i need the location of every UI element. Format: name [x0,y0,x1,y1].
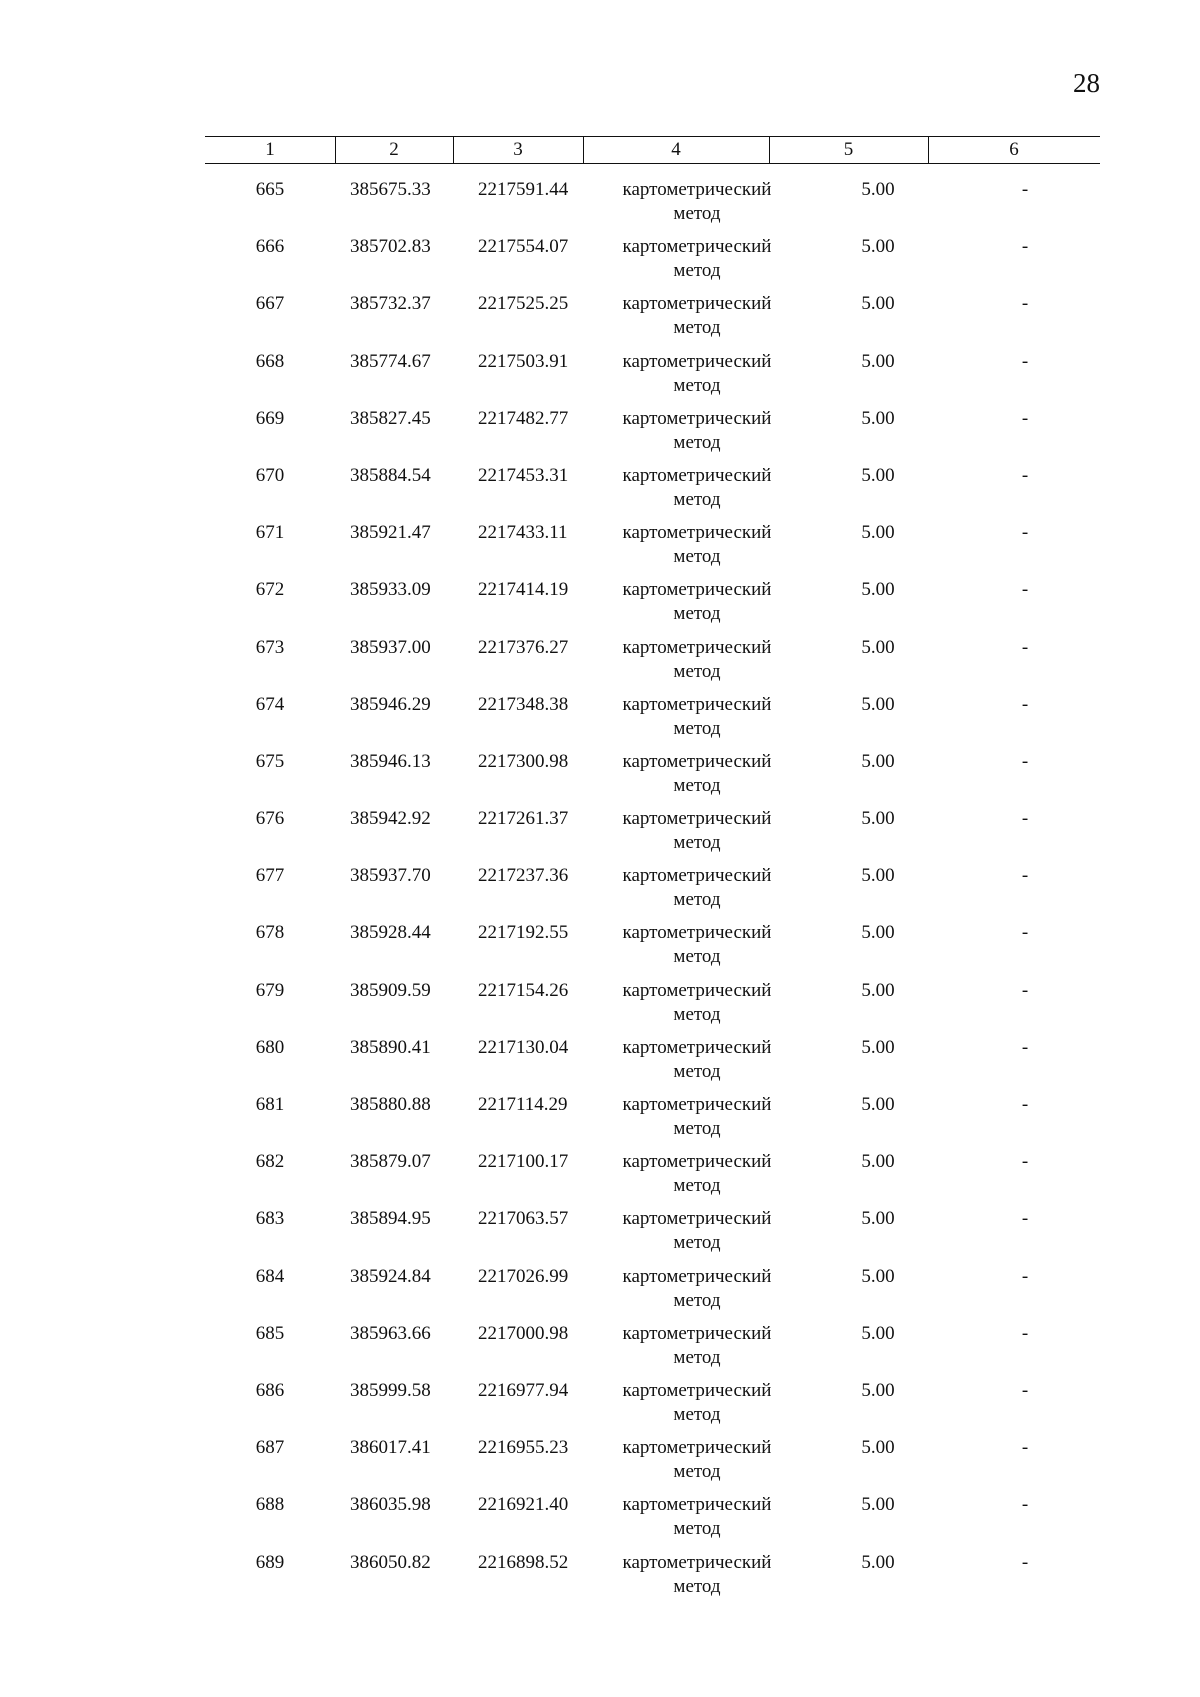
method-cell [597,1551,797,1599]
x-coordinate-cell: 385999.58 [350,1379,431,1401]
table-row [205,1551,1100,1608]
table-row [205,1379,1100,1436]
method-line-2: метод [673,774,721,796]
method-line-2: метод [673,832,721,854]
method-cell [597,1150,797,1198]
method-line-2: метод [673,203,721,224]
point-number-cell: 670 [255,464,285,486]
point-number-cell: 679 [255,979,285,1001]
method-cell [597,1093,797,1141]
accuracy-cell: 5.00 [861,464,895,486]
method-line-1: картометрический [622,1036,772,1058]
method-line-2: метод [673,431,721,453]
accuracy-cell: 5.00 [861,350,895,372]
note-cell: - [1021,750,1029,772]
y-coordinate-cell: 2217554.07 [478,236,569,258]
method-line-1: картометрический [622,922,772,944]
note-cell: - [1021,236,1029,258]
method-line-2: метод [673,1060,721,1082]
method-line-1: картометрический [622,179,772,200]
method-line-1: картометрический [622,1151,772,1173]
table-row [205,693,1100,750]
x-coordinate-cell: 386035.98 [350,1494,431,1516]
point-number-cell: 677 [255,865,285,887]
note-cell: - [1021,293,1029,315]
accuracy-cell: 5.00 [861,865,895,887]
note-cell: - [1021,350,1029,372]
accuracy-cell: 5.00 [861,636,895,658]
method-line-2: метод [673,946,721,968]
point-number-cell: 675 [255,750,285,772]
table-row [205,1493,1100,1550]
accuracy-cell: 5.00 [861,1322,895,1344]
y-coordinate-cell: 2216898.52 [478,1551,569,1573]
note-cell: - [1021,407,1029,429]
accuracy-cell: 5.00 [861,808,895,830]
x-coordinate-cell: 386050.82 [350,1551,431,1573]
accuracy-cell: 5.00 [861,179,895,200]
point-number-cell: 678 [255,922,285,944]
accuracy-cell: 5.00 [861,236,895,258]
x-coordinate-cell: 385963.66 [350,1322,431,1344]
method-cell [597,464,797,512]
table-header-row [205,136,1100,164]
point-number-cell: 671 [255,522,285,544]
method-cell [597,750,797,798]
method-line-1: картометрический [622,350,772,372]
method-line-2: метод [673,488,721,510]
point-number-cell: 682 [255,1151,285,1173]
point-number-cell: 685 [255,1322,285,1344]
header-cell-4: 4 [671,139,681,160]
y-coordinate-cell: 2217525.25 [478,293,569,315]
x-coordinate-cell: 385924.84 [350,1265,431,1287]
point-number-cell: 668 [255,350,285,372]
accuracy-cell: 5.00 [861,1265,895,1287]
x-coordinate-cell: 385890.41 [350,1036,431,1058]
method-cell [597,407,797,455]
method-line-1: картометрический [622,979,772,1001]
method-cell [597,350,797,398]
x-coordinate-cell: 385675.33 [350,179,431,200]
y-coordinate-cell: 2217376.27 [478,636,569,658]
method-line-1: картометрический [622,236,772,258]
method-cell [597,578,797,626]
accuracy-cell: 5.00 [861,1036,895,1058]
y-coordinate-cell: 2217130.04 [478,1036,569,1058]
method-line-1: картометрический [622,1551,772,1573]
x-coordinate-cell: 385894.95 [350,1208,431,1230]
x-coordinate-cell: 385933.09 [350,579,431,601]
accuracy-cell: 5.00 [861,293,895,315]
y-coordinate-cell: 2217453.31 [478,464,569,486]
accuracy-cell: 5.00 [861,1551,895,1573]
method-line-1: картометрический [622,1094,772,1115]
method-cell [597,807,797,855]
table-row [205,1036,1100,1093]
method-line-1: картометрический [622,522,772,544]
point-number-cell: 669 [255,407,285,429]
table-row [205,578,1100,635]
method-line-2: метод [673,1575,721,1597]
note-cell: - [1021,1036,1029,1058]
y-coordinate-cell: 2217300.98 [478,750,569,772]
y-coordinate-cell: 2217503.91 [478,350,569,372]
table-row [205,979,1100,1036]
x-coordinate-cell: 385909.59 [350,979,431,1001]
y-coordinate-cell: 2216977.94 [478,1379,569,1401]
method-cell [597,979,797,1027]
x-coordinate-cell: 385884.54 [350,464,431,486]
method-line-2: метод [673,317,721,339]
accuracy-cell: 5.00 [861,922,895,944]
note-cell: - [1021,1437,1029,1459]
y-coordinate-cell: 2217154.26 [478,979,569,1001]
y-coordinate-cell: 2217433.11 [478,522,568,544]
method-line-1: картометрический [622,693,772,715]
method-line-1: картометрический [622,407,772,429]
accuracy-cell: 5.00 [861,693,895,715]
accuracy-cell: 5.00 [861,407,895,429]
method-line-1: картометрический [622,1379,772,1401]
method-line-2: метод [673,1232,721,1254]
y-coordinate-cell: 2217063.57 [478,1208,569,1230]
method-line-2: метод [673,889,721,911]
method-line-2: метод [673,1461,721,1483]
note-cell: - [1021,636,1029,658]
point-number-cell: 665 [255,179,285,200]
point-number-cell: 686 [255,1379,285,1401]
y-coordinate-cell: 2217482.77 [478,407,569,429]
x-coordinate-cell: 385942.92 [350,808,431,830]
table-row [205,636,1100,693]
table-row [205,1207,1100,1264]
method-line-2: метод [673,260,721,282]
method-line-1: картометрический [622,464,772,486]
accuracy-cell: 5.00 [861,1151,895,1173]
header-cell-6: 6 [1009,139,1019,160]
x-coordinate-cell: 385946.13 [350,750,431,772]
point-number-cell: 681 [255,1094,285,1115]
accuracy-cell: 5.00 [861,750,895,772]
point-number-cell: 673 [255,636,285,658]
x-coordinate-cell: 385774.67 [350,350,431,372]
table-row [205,178,1100,235]
method-line-2: метод [673,546,721,568]
table-row [205,807,1100,864]
x-coordinate-cell: 385937.70 [350,865,431,887]
note-cell: - [1021,522,1029,544]
accuracy-cell: 5.00 [861,1379,895,1401]
method-line-2: метод [673,1518,721,1540]
method-line-1: картометрический [622,636,772,658]
point-number-cell: 688 [255,1494,285,1516]
accuracy-cell: 5.00 [861,1208,895,1230]
point-number-cell: 689 [255,1551,285,1573]
header-cell-1: 1 [265,139,275,160]
method-cell [597,864,797,912]
point-number-cell: 674 [255,693,285,715]
method-line-1: картометрический [622,1494,772,1516]
note-cell: - [1021,1208,1029,1230]
y-coordinate-cell: 2216955.23 [478,1437,569,1459]
y-coordinate-cell: 2217114.29 [478,1094,568,1115]
method-cell [597,521,797,569]
note-cell: - [1021,1494,1029,1516]
table-row [205,350,1100,407]
y-coordinate-cell: 2217348.38 [478,693,569,715]
method-line-2: метод [673,1118,721,1139]
header-cell-2: 2 [389,139,399,160]
method-cell [597,1265,797,1313]
method-cell [597,1322,797,1370]
y-coordinate-cell: 2217261.37 [478,808,569,830]
method-cell [597,178,797,226]
table-row [205,750,1100,807]
method-cell [597,1379,797,1427]
table-row [205,1265,1100,1322]
method-line-1: картометрический [622,1322,772,1344]
method-cell [597,1493,797,1541]
table-row [205,864,1100,921]
note-cell: - [1021,693,1029,715]
note-cell: - [1021,979,1029,1001]
y-coordinate-cell: 2217192.55 [478,922,569,944]
method-cell [597,921,797,969]
y-coordinate-cell: 2217000.98 [478,1322,569,1344]
note-cell: - [1021,865,1029,887]
note-cell: - [1021,1551,1029,1573]
x-coordinate-cell: 385928.44 [350,922,431,944]
point-number-cell: 680 [255,1036,285,1058]
accuracy-cell: 5.00 [861,1094,895,1115]
table-row [205,464,1100,521]
x-coordinate-cell: 385827.45 [350,407,431,429]
note-cell: - [1021,1151,1029,1173]
note-cell: - [1021,808,1029,830]
point-number-cell: 672 [255,579,285,601]
table-row [205,235,1100,292]
x-coordinate-cell: 385937.00 [350,636,431,658]
method-line-1: картометрический [622,808,772,830]
y-coordinate-cell: 2217591.44 [478,179,569,200]
table-row [205,407,1100,464]
table-row [205,1322,1100,1379]
method-cell [597,1436,797,1484]
note-cell: - [1021,1379,1029,1401]
method-line-1: картометрический [622,293,772,315]
method-line-2: метод [673,717,721,739]
table-body [205,178,1100,1608]
table-row [205,1436,1100,1493]
note-cell: - [1021,1094,1029,1115]
method-line-2: метод [673,1175,721,1197]
table-row [205,1093,1100,1150]
x-coordinate-cell: 385732.37 [350,293,431,315]
method-line-1: картометрический [622,579,772,601]
note-cell: - [1021,1265,1029,1287]
x-coordinate-cell: 386017.41 [350,1437,431,1459]
point-number-cell: 684 [255,1265,285,1287]
y-coordinate-cell: 2217100.17 [478,1151,569,1173]
note-cell: - [1021,579,1029,601]
point-number-cell: 676 [255,808,285,830]
method-cell [597,292,797,340]
method-cell [597,1036,797,1084]
page-number: 28 [1073,68,1100,98]
y-coordinate-cell: 2217414.19 [478,579,569,601]
accuracy-cell: 5.00 [861,979,895,1001]
y-coordinate-cell: 2216921.40 [478,1494,569,1516]
note-cell: - [1021,464,1029,486]
method-line-2: метод [673,1346,721,1368]
method-line-1: картометрический [622,1208,772,1230]
method-line-2: метод [673,603,721,625]
point-number-cell: 687 [255,1437,285,1459]
coordinates-table [205,136,1100,1608]
note-cell: - [1021,179,1029,200]
y-coordinate-cell: 2217026.99 [478,1265,569,1287]
method-line-1: картометрический [622,750,772,772]
method-line-2: метод [673,1289,721,1311]
note-cell: - [1021,1322,1029,1344]
method-line-1: картометрический [622,865,772,887]
table-row [205,292,1100,349]
method-line-1: картометрический [622,1265,772,1287]
point-number-cell: 666 [255,236,285,258]
point-number-cell: 683 [255,1208,285,1230]
x-coordinate-cell: 385921.47 [350,522,431,544]
x-coordinate-cell: 385879.07 [350,1151,431,1173]
x-coordinate-cell: 385702.83 [350,236,431,258]
method-line-2: метод [673,660,721,682]
table-row [205,1150,1100,1207]
accuracy-cell: 5.00 [861,522,895,544]
y-coordinate-cell: 2217237.36 [478,865,569,887]
x-coordinate-cell: 385880.88 [350,1094,431,1115]
table-row [205,521,1100,578]
method-line-2: метод [673,1403,721,1425]
point-number-cell: 667 [255,293,285,315]
method-cell [597,1207,797,1255]
note-cell: - [1021,922,1029,944]
method-cell [597,636,797,684]
x-coordinate-cell: 385946.29 [350,693,431,715]
method-line-1: картометрический [622,1437,772,1459]
method-line-2: метод [673,374,721,396]
accuracy-cell: 5.00 [861,579,895,601]
method-cell [597,693,797,741]
header-cell-5: 5 [843,139,854,160]
header-cell-3: 3 [513,139,523,160]
method-cell [597,235,797,283]
method-line-2: метод [673,1003,721,1025]
table-row [205,921,1100,978]
accuracy-cell: 5.00 [861,1437,895,1459]
accuracy-cell: 5.00 [861,1494,895,1516]
